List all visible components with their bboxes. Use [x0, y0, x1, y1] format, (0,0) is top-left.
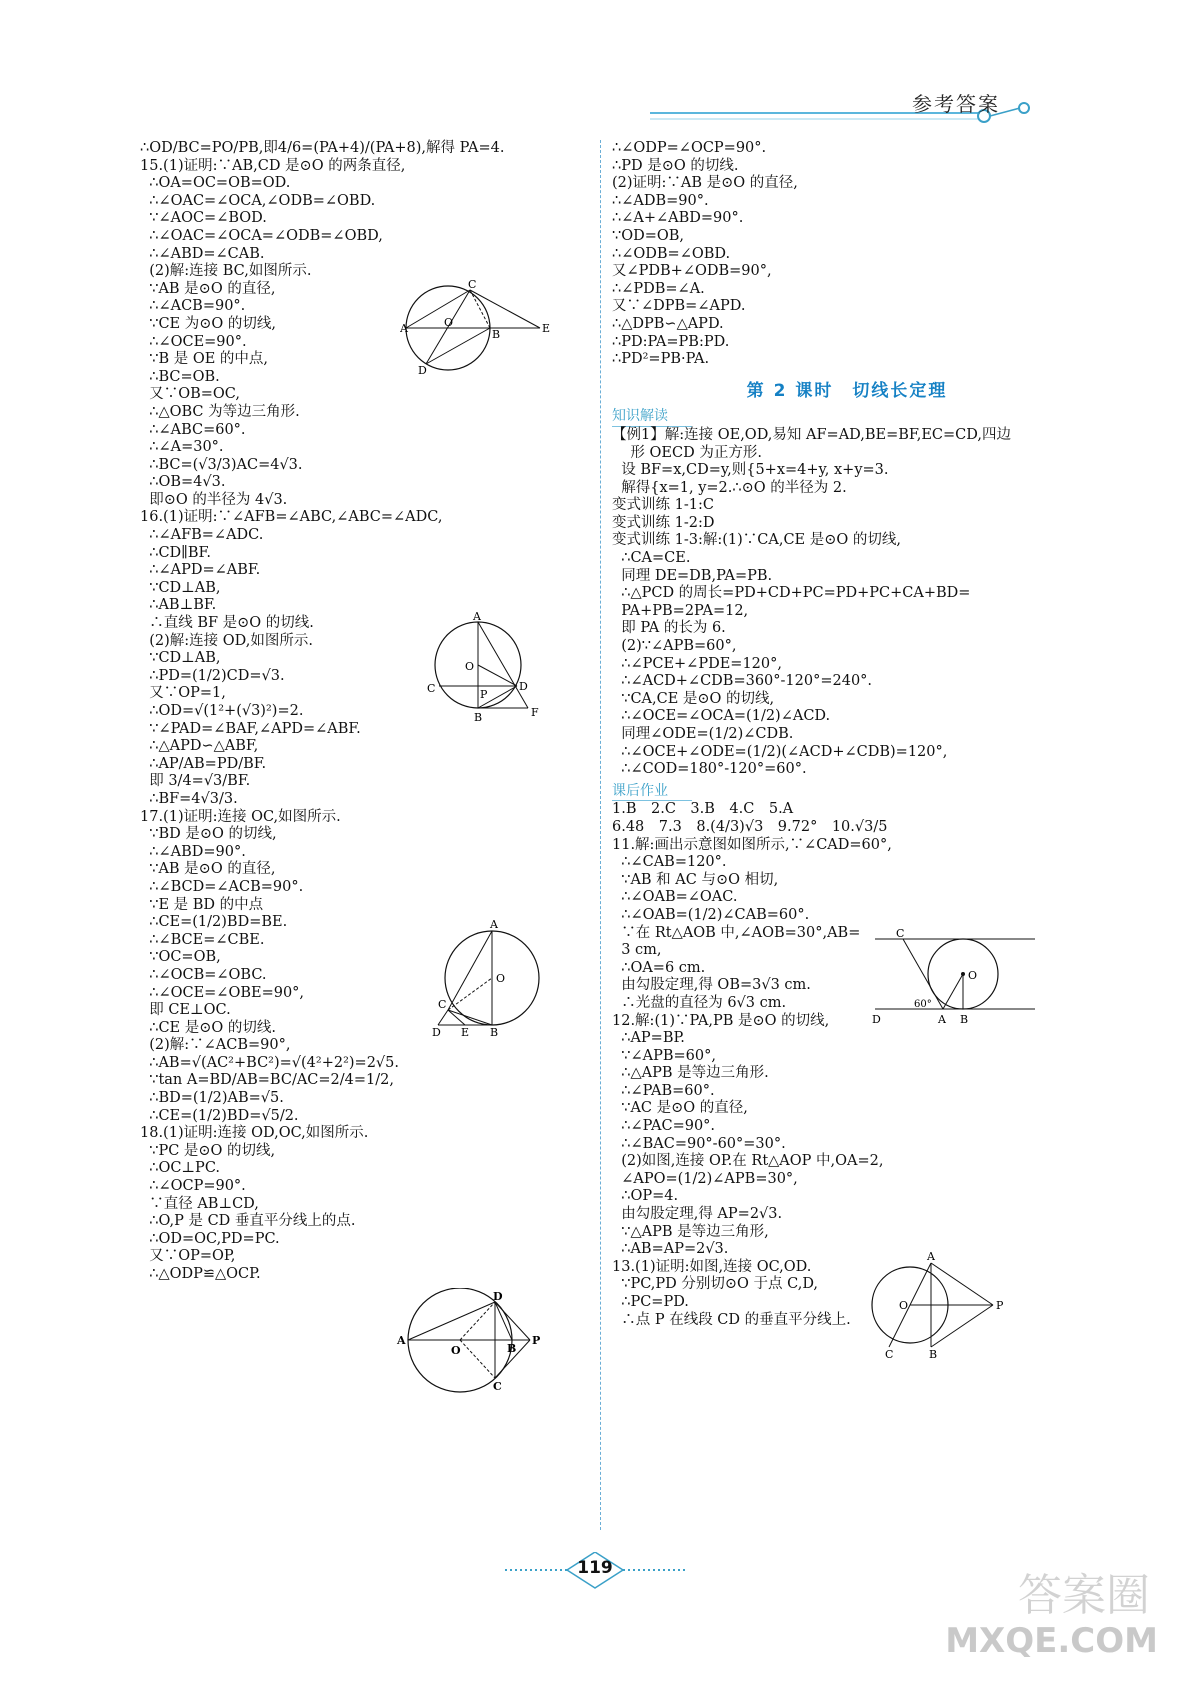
fig18-label: P: [532, 1334, 541, 1347]
text-line: ∵CD⊥AB,: [140, 579, 221, 596]
fig17-label: A: [490, 918, 498, 931]
text-line: (2)解:连接 OD,如图所示.: [140, 632, 313, 649]
text-line: 17.(1)证明:连接 OC,如图所示.: [140, 808, 341, 825]
text-line: ∴OB=4√3.: [140, 474, 226, 491]
text-line: ∴△APD∽△ABF,: [140, 738, 259, 755]
text-line: 同理 DE=DB,PA=PB.: [612, 567, 773, 584]
text-line: PA+PB=2PA=12,: [612, 602, 749, 619]
fig16-label: F: [531, 706, 539, 719]
fig11-label: D: [872, 1013, 881, 1026]
text-line: ∴CE=(1/2)BD=√5/2.: [140, 1107, 299, 1124]
text-line: ∵OC=OB,: [140, 949, 221, 966]
text-line: ∴∠A+∠ABD=90°.: [612, 210, 744, 227]
text-line: ∴AB⊥BF.: [140, 597, 217, 614]
text-line: 18.(1)证明:连接 OD,OC,如图所示.: [140, 1125, 369, 1142]
text-line: ∵PC 是⊙O 的切线,: [140, 1142, 276, 1159]
fig12-label: C: [885, 1348, 894, 1360]
text-line: (2)证明:∵AB 是⊙O 的直径,: [612, 175, 798, 192]
right-column-mid: [612, 427, 1082, 779]
fig11-label: A: [938, 1013, 946, 1026]
text-line: ∴∠ODB=∠OBD.: [612, 245, 731, 262]
text-line: ∴OP=4.: [612, 1188, 679, 1205]
text-line: ∴CA=CE.: [612, 550, 691, 567]
text-line: ∴∠BCE=∠CBE.: [140, 931, 265, 948]
text-line: ∴∠ABD=90°.: [140, 843, 246, 860]
figure-18: [395, 1288, 545, 1398]
text-line: ∴∠ABD=∠CAB.: [140, 245, 265, 262]
text-line: ∴∠BAC=90°-60°=30°.: [612, 1135, 786, 1152]
text-line: ∴CD∥BF.: [140, 544, 211, 561]
fig16-label: O: [465, 660, 475, 673]
text-line: ∴∠PAC=90°.: [612, 1118, 716, 1135]
text-line: ∴△PCD 的周长=PD+CD+PC=PD+PC+CA+BD=: [612, 585, 971, 602]
fig12-label: A: [927, 1250, 935, 1263]
fig17-label: O: [496, 972, 506, 985]
fig12-label: P: [996, 1299, 1004, 1312]
section-heading-homework: 课后作业: [612, 783, 692, 802]
fig12-label: O: [899, 1299, 909, 1312]
text-line: 3 cm,: [612, 942, 662, 959]
text-line: (2)解:∵∠ACB=90°,: [140, 1037, 291, 1054]
fig11-label: C: [896, 927, 905, 940]
text-line: ∵B 是 OE 的中点,: [140, 351, 269, 368]
text-line: 又∵OP=OP,: [140, 1248, 236, 1265]
text-line: ∵AB 和 AC 与⊙O 相切,: [612, 871, 779, 888]
text-line: ∴BD=(1/2)AB=√5.: [140, 1090, 284, 1107]
fig17-label: E: [461, 1026, 470, 1037]
text-line: ∴∠OCB=∠OBC.: [140, 966, 267, 983]
text-line: 即 CE⊥OC.: [140, 1002, 231, 1019]
fig11-label: 60°: [914, 999, 932, 1010]
text-line: 同理∠ODE=(1/2)∠CDB.: [612, 726, 794, 742]
text-line: ∴BF=4√3/3.: [140, 790, 238, 807]
text-line: ∴∠ACB=90°.: [140, 298, 246, 315]
fig18-label: A: [397, 1334, 406, 1347]
text-line: ∵CA,CE 是⊙O 的切线,: [612, 690, 775, 707]
text-line: ∴PD=(1/2)CD=√3.: [140, 667, 285, 684]
text-line: ∴∠COD=180°-120°=60°.: [612, 761, 807, 778]
text-line: ∵△APB 是等边三角形,: [612, 1223, 769, 1240]
text-line: 又∠PDB+∠ODB=90°,: [612, 263, 772, 280]
text-line: ∴∠OAC=∠OCA=∠ODB=∠OBD,: [140, 227, 383, 244]
figure-12: [865, 1250, 1015, 1360]
text-line: ∴∠ADB=90°.: [612, 192, 709, 209]
fig17-label: D: [432, 1026, 441, 1037]
text-line: ∵∠AOC=∠BOD.: [140, 210, 267, 227]
text-line: ∴∠BCD=∠ACB=90°.: [140, 878, 304, 895]
fig15-label: A: [400, 322, 408, 335]
text-line: ∵tan A=BD/AB=BC/AC=2/4=1/2,: [140, 1072, 394, 1089]
fig16-label: C: [427, 682, 436, 695]
column-divider: [600, 140, 601, 1530]
text-line: 由勾股定理,得 OB=3√3 cm.: [612, 977, 811, 994]
fig16-label: A: [473, 610, 481, 623]
text-line: ∴光盘的直径为 6√3 cm.: [612, 994, 787, 1011]
text-line: ∴OD/BC=PO/PB,即4/6=(PA+4)/(PA+8),解得 PA=4.: [140, 140, 505, 156]
fig16-label: B: [474, 711, 483, 724]
fig16-label: D: [519, 680, 528, 693]
fig17-label: C: [438, 998, 447, 1011]
text-line: ∴OD=OC,PD=PC.: [140, 1230, 280, 1247]
figure-16: [425, 610, 545, 725]
text-line: ∴△APB 是等边三角形.: [612, 1065, 769, 1082]
fig15-label: C: [468, 278, 477, 291]
lesson-title: 第 2 课时 切线长定理: [746, 380, 948, 401]
text-line: ∴AB=√(AC²+BC²)=√(4²+2²)=2√5.: [140, 1054, 400, 1071]
right-column: [612, 140, 1082, 1329]
text-line: ∴BC=(√3/3)AC=4√3.: [140, 456, 303, 473]
text-line: ∴O,P 是 CD 垂直平分线上的点.: [140, 1213, 356, 1230]
text-line: ∵AB 是⊙O 的直径,: [140, 280, 276, 297]
fig18-label: C: [493, 1380, 502, 1393]
text-line: ∴CE=(1/2)BD=BE.: [140, 914, 288, 931]
fig15-label: O: [444, 316, 454, 329]
text-line: (2)∵∠APB=60°,: [612, 638, 737, 655]
text-line: 13.(1)证明:如图,连接 OC,OD.: [612, 1258, 812, 1275]
text-line: ∵OD=OB,: [612, 227, 685, 244]
text-line: ∴∠OCE=∠OCA=(1/2)∠ACD.: [612, 708, 831, 725]
text-line: 即 3/4=√3/BF.: [140, 773, 251, 790]
right-column-top: [612, 140, 1082, 369]
text-line: ∴△ODP≌△OCP.: [140, 1266, 261, 1282]
text-line: 变式训练 1-1:C: [612, 497, 714, 514]
text-line: ∴OC⊥PC.: [140, 1160, 221, 1177]
text-line: ∴∠PCE+∠PDE=120°,: [612, 655, 782, 672]
text-line: ∴点 P 在线段 CD 的垂直平分线上.: [612, 1311, 851, 1328]
fig17-label: B: [490, 1026, 499, 1037]
text-line: ∠APO=(1/2)∠APB=30°,: [612, 1170, 798, 1187]
text-line: ∴OA=OC=OB=OD.: [140, 175, 291, 192]
figure-17: [430, 912, 545, 1037]
page-header: [650, 82, 1120, 132]
text-line: ∴∠OCE+∠ODE=(1/2)(∠ACD+∠CDB)=120°,: [612, 743, 948, 760]
watermark-logo: 答案圈: [1018, 1570, 1150, 1621]
text-line: ∴∠AFB=∠ADC.: [140, 527, 264, 544]
text-line: ∴∠APD=∠ABF.: [140, 562, 261, 579]
text-line: ∵在 Rt△AOB 中,∠AOB=30°,AB=: [612, 924, 861, 941]
text-line: ∴∠ABC=60°.: [140, 421, 246, 438]
text-line: 形 OECD 为正方形.: [612, 444, 762, 461]
text-line: ∴PC=PD.: [612, 1294, 689, 1310]
text-line: 16.(1)证明:∵∠AFB=∠ABC,∠ABC=∠ADC,: [140, 509, 443, 526]
text-line: 即⊙O 的半径为 4√3.: [140, 491, 288, 508]
text-line: 6.48 7.3 8.(4/3)√3 9.72° 10.√3/5: [612, 818, 888, 835]
text-line: 变式训练 1-2:D: [612, 514, 715, 531]
text-line: 15.(1)证明:∵AB,CD 是⊙O 的两条直径,: [140, 157, 406, 174]
text-line: (2)如图,连接 OP.在 Rt△AOP 中,OA=2,: [612, 1153, 884, 1170]
text-line: 又∵OP=1,: [140, 685, 226, 702]
text-line: ∴∠ODP=∠OCP=90°.: [612, 140, 767, 156]
fig11-label: O: [968, 969, 978, 982]
text-line: ∵CE 为⊙O 的切线,: [140, 315, 276, 332]
text-line: ∵AB 是⊙O 的直径,: [140, 861, 276, 878]
text-line: 由勾股定理,得 AP=2√3.: [612, 1206, 783, 1223]
fig18-label: B: [507, 1342, 517, 1355]
text-line: ∴直线 BF 是⊙O 的切线.: [140, 615, 314, 632]
text-line: 又∵OB=OC,: [140, 386, 240, 403]
text-line: ∴OA=6 cm.: [612, 959, 706, 976]
text-line: ∵BD 是⊙O 的切线,: [140, 826, 277, 843]
fig16-label: P: [480, 688, 488, 701]
text-line: ∴∠OAB=∠OAC.: [612, 889, 738, 906]
text-line: 变式训练 1-3:解:(1)∵CA,CE 是⊙O 的切线,: [612, 532, 901, 549]
watermark-url: MXQE.COM: [945, 1621, 1158, 1661]
text-line: 【例1】解:连接 OE,OD,易知 AF=AD,BE=BF,EC=CD,四边: [612, 426, 1011, 443]
text-line: ∴△DPB∽△APD.: [612, 315, 724, 332]
text-line: ∴AB=AP=2√3.: [612, 1241, 729, 1258]
text-line: ∴∠PDB=∠A.: [612, 280, 705, 297]
fig11-label: B: [960, 1013, 969, 1026]
text-line: ∵AC 是⊙O 的直径,: [612, 1100, 748, 1117]
text-line: ∴∠OCE=90°.: [140, 333, 247, 350]
text-line: 11.解:画出示意图如图所示,∵∠CAD=60°,: [612, 836, 892, 853]
text-line: 12.解:(1)∵PA,PB 是⊙O 的切线,: [612, 1012, 830, 1029]
section-heading-knowledge: 知识解读: [612, 408, 692, 427]
text-line: 设 BF=x,CD=y,则{5+x=4+y, x+y=3.: [612, 462, 889, 479]
text-line: 解得{x=1, y=2.∴⊙O 的半径为 2.: [612, 479, 847, 496]
text-line: 又∵∠DPB=∠APD.: [612, 298, 746, 315]
text-line: ∵直径 AB⊥CD,: [140, 1195, 259, 1212]
fig15-label: D: [418, 364, 427, 377]
fig18-label: O: [451, 1344, 461, 1357]
fig18-label: D: [493, 1290, 503, 1303]
text-line: ∴PD:PA=PB:PD.: [612, 333, 730, 350]
text-line: ∴△OBC 为等边三角形.: [140, 403, 300, 420]
text-line: ∴OD=√(1²+(√3)²)=2.: [140, 703, 304, 719]
text-line: ∴∠CAB=120°.: [612, 854, 727, 871]
text-line: ∴∠A=30°.: [140, 439, 224, 456]
text-line: ∴∠OAB=(1/2)∠CAB=60°.: [612, 906, 810, 923]
text-line: ∵∠PAD=∠BAF,∠APD=∠ABF.: [140, 720, 361, 737]
text-line: 1.B 2.C 3.B 4.C 5.A: [612, 801, 794, 818]
text-line: ∴PD 是⊙O 的切线.: [612, 157, 739, 174]
text-line: 即 PA 的长为 6.: [612, 620, 726, 637]
page-number: 119: [577, 1558, 613, 1578]
text-line: ∵E 是 BD 的中点: [140, 896, 264, 913]
text-line: ∴PD²=PB·PA.: [612, 351, 710, 368]
fig15-label: E: [542, 322, 550, 335]
header-decoration: [650, 82, 1120, 132]
text-line: ∴∠OCE=∠OBE=90°,: [140, 984, 305, 1001]
fig12-label: B: [929, 1348, 938, 1360]
text-line: (2)解:连接 BC,如图所示.: [140, 263, 312, 280]
text-line: ∴CE 是⊙O 的切线.: [140, 1019, 276, 1036]
page-number-badge: [505, 1552, 685, 1592]
figure-11: [870, 925, 1040, 1030]
text-line: ∴∠OAC=∠OCA,∠ODB=∠OBD.: [140, 192, 376, 209]
text-line: ∵PC,PD 分别切⊙O 于点 C,D,: [612, 1276, 819, 1293]
text-line: ∵CD⊥AB,: [140, 650, 221, 667]
text-line: ∵∠APB=60°,: [612, 1047, 716, 1064]
fig15-label: B: [492, 328, 501, 341]
text-line: ∴AP=BP.: [612, 1030, 685, 1047]
header-title: 参考答案: [912, 92, 1000, 116]
text-line: ∴∠OCP=90°.: [140, 1178, 246, 1195]
text-line: ∴AP/AB=PD/BF.: [140, 755, 267, 772]
text-line: ∴∠PAB=60°.: [612, 1082, 715, 1099]
text-line: ∴∠ACD+∠CDB=360°-120°=240°.: [612, 673, 873, 690]
text-line: ∴BC=OB.: [140, 368, 220, 385]
figure-15: [400, 278, 550, 378]
